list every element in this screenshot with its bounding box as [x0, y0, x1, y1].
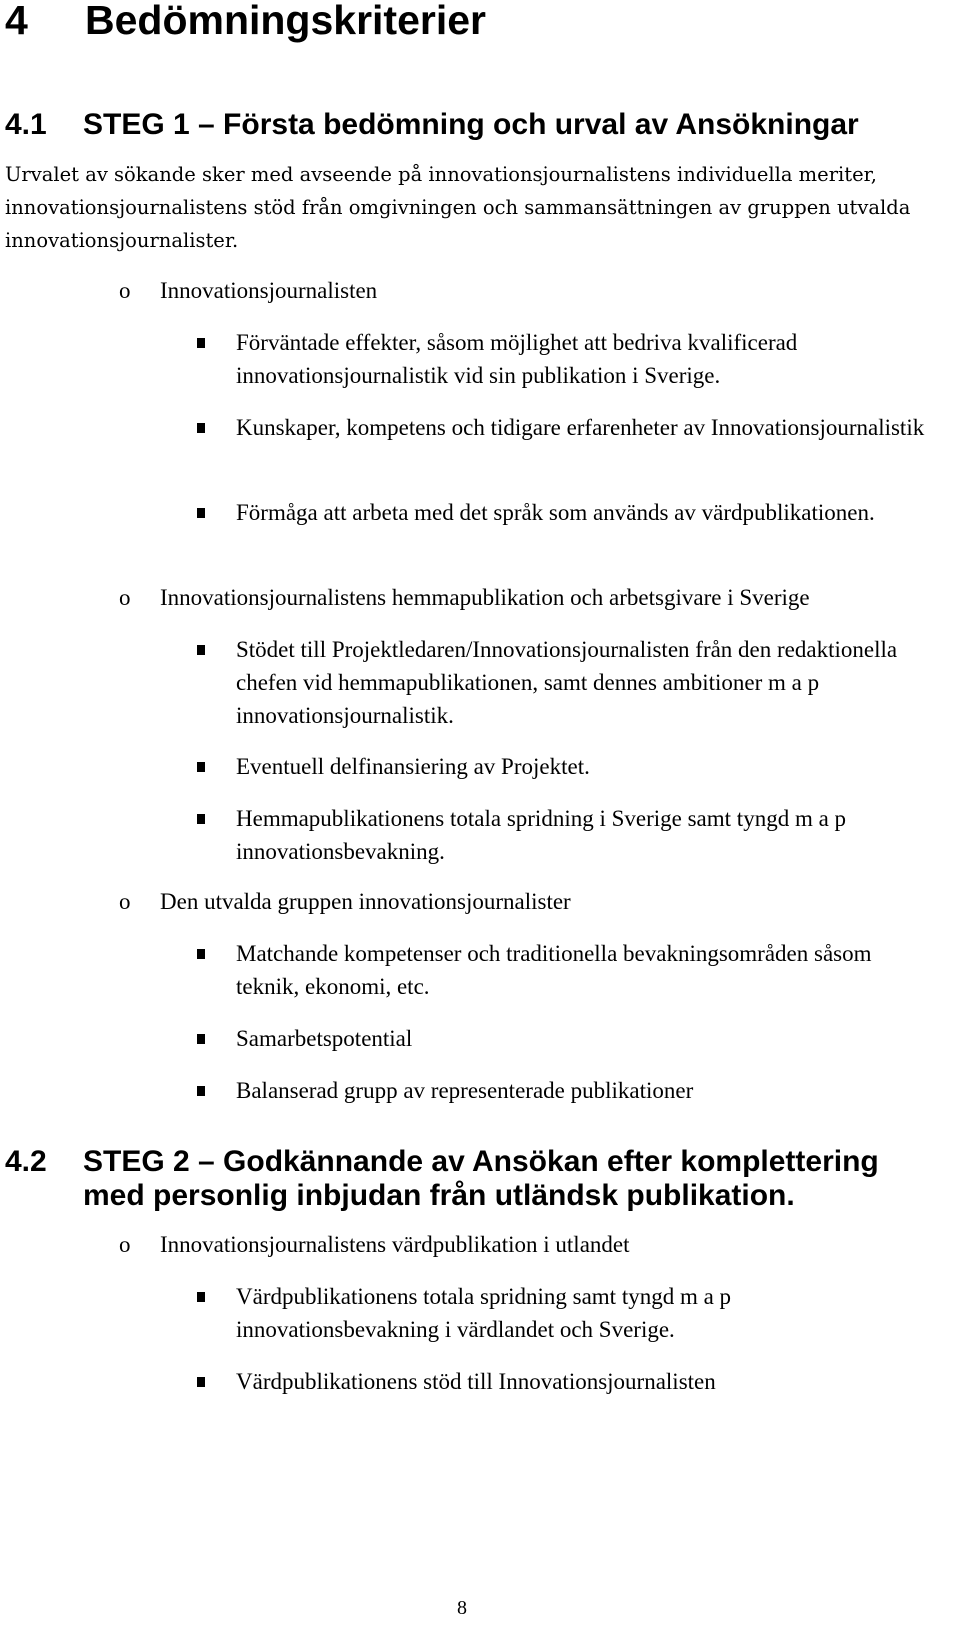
circle-bullet: o [119, 1232, 131, 1257]
square-bullet-icon [197, 1034, 205, 1044]
page-number: 8 [457, 1597, 467, 1619]
square-bullet-icon [197, 423, 205, 433]
chapter-title: Bedömningskriterier [85, 0, 486, 43]
square-bullet-icon [197, 762, 205, 772]
square-bullet-icon [197, 1292, 205, 1302]
sub-list-item-text: Förväntade effekter, såsom möjlighet att bedriva kvalificerad innovationsjournalistik vid sin publikation i Sverige. [236, 330, 798, 388]
square-bullet-icon [197, 508, 205, 518]
chapter-number: 4 [5, 0, 28, 43]
list-item-label: Den utvalda gruppen innovationsjournalister [160, 889, 571, 914]
sub-list-item-text: Samarbetspotential [236, 1026, 413, 1051]
section-number: 4.1 [5, 108, 47, 141]
sub-list-item-text: Förmåga att arbeta med det språk som används av värdpublikationen. [236, 500, 875, 525]
sub-list-item-text: Värdpublikationens stöd till Innovationsjournalisten [236, 1369, 716, 1394]
sub-list-item-text: Stödet till Projektledaren/Innovationsjournalisten från den redaktionella chefen vid hemmapublikationen, samt dennes ambitioner m a p innovationsjournalistik. [236, 637, 898, 728]
square-bullet-icon [197, 338, 205, 348]
sub-list-item-text: Hemmapublikationens totala spridning i Sverige samt tyngd m a p innovationsbevakning. [236, 806, 847, 864]
chapter-heading [5, 0, 486, 46]
sub-list-item-text: Matchande kompetenser och traditionella bevakningsområden såsom teknik, ekonomi, etc. [236, 941, 872, 999]
circle-bullet: o [119, 585, 131, 610]
section-title: STEG 1 – Första bedömning och urval av Ansökningar [83, 108, 859, 141]
list-item-label: Innovationsjournalisten [160, 278, 378, 303]
square-bullet-icon [197, 645, 205, 655]
list-item-label: Innovationsjournalistens hemmapublikation och arbetsgivare i Sverige [160, 585, 810, 610]
intro-paragraph: Urvalet av sökande sker med avseende på innovationsjournalistens individuella meriter, innovationsjournalistens stöd från omgivningen och sammansättningen av gruppen utvalda innovationsjournalister. [5, 163, 911, 252]
sub-list-item-text: Balanserad grupp av representerade publikationer [236, 1078, 694, 1103]
section-number: 4.2 [5, 1145, 47, 1178]
circle-bullet: o [119, 889, 131, 914]
sub-list-item-text: Värdpublikationens totala spridning samt tyngd m a p innovationsbevakning i värdlandet och Sverige. [236, 1284, 732, 1342]
square-bullet-icon [197, 949, 205, 959]
square-bullet-icon [197, 1377, 205, 1387]
circle-bullet: o [119, 278, 131, 303]
section-title: STEG 2 – Godkännande av Ansökan efter komplettering med personlig inbjudan från utländsk publikation. [83, 1145, 879, 1212]
sub-list-item-text: Kunskaper, kompetens och tidigare erfarenheter av Innovationsjournalistik [236, 415, 925, 440]
square-bullet-icon [197, 814, 205, 824]
square-bullet-icon [197, 1086, 205, 1096]
list-item-label: Innovationsjournalistens värdpublikation i utlandet [160, 1232, 630, 1257]
sub-list-item-text: Eventuell delfinansiering av Projektet. [236, 754, 590, 779]
